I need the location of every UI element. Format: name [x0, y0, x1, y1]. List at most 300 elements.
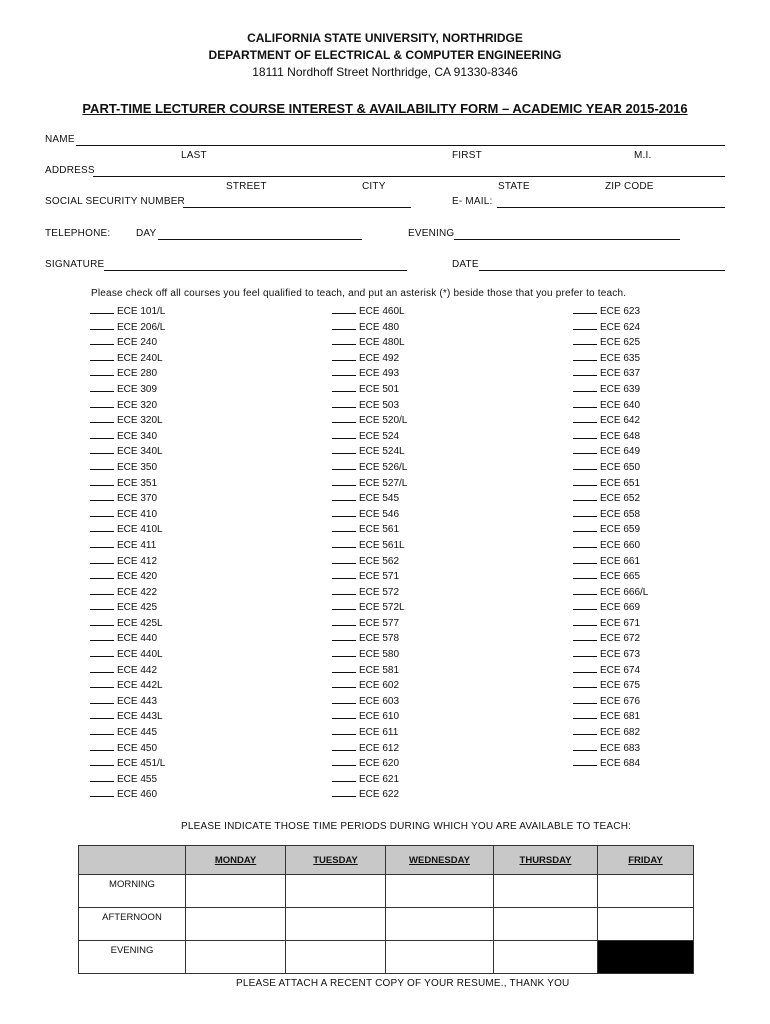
course-checkbox-line[interactable]: [332, 755, 356, 766]
course-label: ECE 671: [600, 617, 641, 629]
course-label: ECE 612: [359, 742, 400, 754]
course-label: ECE 443: [117, 695, 158, 707]
course-label: ECE 440L: [117, 649, 163, 661]
course-item: [332, 599, 407, 615]
course-label: ECE 425L: [117, 617, 163, 629]
day-phone-field[interactable]: [158, 239, 362, 240]
course-item: [90, 397, 165, 413]
course-checkbox-line[interactable]: [573, 630, 597, 641]
course-checkbox-line[interactable]: [332, 475, 356, 486]
course-item: [90, 319, 165, 335]
course-checkbox-line[interactable]: [332, 303, 356, 314]
course-item: [90, 724, 165, 740]
course-checkbox-line[interactable]: [573, 708, 597, 719]
course-checkbox-line[interactable]: [90, 724, 114, 735]
course-checkbox-line[interactable]: [90, 365, 114, 376]
course-checkbox-line[interactable]: [573, 677, 597, 688]
course-label: ECE 581: [359, 664, 400, 676]
course-checkbox-line[interactable]: [332, 397, 356, 408]
course-label: ECE 455: [117, 773, 158, 785]
course-label: ECE 660: [600, 539, 641, 551]
course-checkbox-line[interactable]: [573, 584, 597, 595]
course-label: ECE 451/L: [117, 758, 166, 770]
course-item: [332, 615, 407, 631]
course-checkbox-line[interactable]: [573, 568, 597, 579]
course-label: ECE 422: [117, 586, 158, 598]
state-caption: STATE: [498, 181, 530, 192]
course-item: [332, 786, 407, 802]
course-label: ECE 621: [359, 773, 400, 785]
course-label: ECE 101/L: [117, 306, 166, 317]
course-label: ECE 340L: [117, 446, 163, 458]
last-name-caption: LAST: [181, 150, 207, 161]
course-checkbox-line[interactable]: [332, 599, 356, 610]
day-header-tuesday: TUESDAY: [286, 846, 386, 875]
department-name: DEPARTMENT OF ELECTRICAL & COMPUTER ENGINEERING: [208, 48, 562, 62]
slot-afternoon-thursday[interactable]: [494, 908, 598, 941]
course-item: [573, 412, 648, 428]
course-checkbox-line[interactable]: [90, 755, 114, 766]
course-checkbox-line[interactable]: [90, 786, 114, 797]
course-item: [332, 521, 407, 537]
name-label: NAME: [45, 134, 75, 145]
course-checkbox-line[interactable]: [90, 646, 114, 657]
course-label: ECE 651: [600, 477, 641, 489]
slot-evening-thursday[interactable]: [494, 941, 598, 974]
course-checkbox-line[interactable]: [332, 693, 356, 704]
course-label: ECE 659: [600, 524, 641, 536]
course-checkbox-line[interactable]: [332, 724, 356, 735]
course-item: [332, 662, 407, 678]
course-label: ECE 637: [600, 368, 641, 380]
course-checkbox-line[interactable]: [90, 459, 114, 470]
university-name: CALIFORNIA STATE UNIVERSITY, NORTHRIDGE: [247, 31, 523, 45]
course-label: ECE 545: [359, 493, 400, 505]
course-item: [573, 334, 648, 350]
course-checkbox-line[interactable]: [90, 677, 114, 688]
email-field[interactable]: [497, 207, 725, 208]
course-label: ECE 320: [117, 399, 158, 411]
day-phone-label: DAY: [136, 228, 157, 239]
course-checkbox-line[interactable]: [573, 755, 597, 766]
slot-afternoon-tuesday[interactable]: [286, 908, 386, 941]
course-item: [573, 708, 648, 724]
course-checkbox-line[interactable]: [332, 381, 356, 392]
course-checkbox-line[interactable]: [332, 708, 356, 719]
course-item: [573, 506, 648, 522]
slot-morning-thursday[interactable]: [494, 875, 598, 908]
course-item: [573, 740, 648, 756]
course-checkbox-line[interactable]: [332, 568, 356, 579]
course-label: ECE 410: [117, 508, 158, 520]
course-label: ECE 572L: [359, 602, 405, 614]
course-label: ECE 669: [600, 602, 641, 614]
course-checkbox-line[interactable]: [332, 615, 356, 626]
availability-table: [78, 845, 694, 974]
course-checkbox-line[interactable]: [90, 334, 114, 345]
course-label: ECE 526/L: [359, 461, 408, 473]
course-item: [332, 459, 407, 475]
course-item: [90, 365, 165, 381]
course-checkbox-line[interactable]: [573, 412, 597, 423]
course-item: [573, 646, 648, 662]
course-item: [332, 350, 407, 366]
course-column-2: [332, 303, 407, 802]
course-item: [90, 537, 165, 553]
period-afternoon: AFTERNOON: [79, 908, 186, 941]
course-checkbox-line[interactable]: [573, 599, 597, 610]
signature-field[interactable]: [104, 270, 407, 271]
course-checkbox-line[interactable]: [573, 693, 597, 704]
course-checkbox-line[interactable]: [90, 662, 114, 673]
form-title: PART-TIME LECTURER COURSE INTEREST & AVAILABILITY FORM – ACADEMIC YEAR 2015-2016: [82, 101, 688, 116]
course-item: [573, 303, 648, 319]
day-header-monday: MONDAY: [186, 846, 286, 875]
course-checkbox-line[interactable]: [573, 646, 597, 657]
corner-cell: [79, 846, 186, 875]
course-label: ECE 240L: [117, 352, 163, 364]
course-checkbox-line[interactable]: [332, 553, 356, 564]
course-checkbox-line[interactable]: [332, 428, 356, 439]
course-item: [573, 381, 648, 397]
course-label: ECE 562: [359, 555, 400, 567]
course-checkbox-line[interactable]: [332, 334, 356, 345]
course-label: ECE 410L: [117, 524, 163, 536]
course-checkbox-line[interactable]: [90, 381, 114, 392]
course-checkbox-line[interactable]: [332, 662, 356, 673]
course-label: ECE 652: [600, 493, 641, 505]
course-label: ECE 561L: [359, 539, 405, 551]
course-checkbox-line[interactable]: [90, 475, 114, 486]
name-field[interactable]: [76, 145, 725, 146]
course-checkbox-line[interactable]: [90, 397, 114, 408]
course-checkbox-line[interactable]: [573, 615, 597, 626]
course-label: ECE 546: [359, 508, 400, 520]
course-checkbox-line[interactable]: [332, 443, 356, 454]
course-item: [332, 490, 407, 506]
course-checkbox-line[interactable]: [90, 350, 114, 361]
course-item: [90, 490, 165, 506]
course-checkbox-line[interactable]: [573, 553, 597, 564]
course-label: ECE 639: [600, 383, 641, 395]
email-label: E- MAIL:: [452, 196, 493, 207]
course-checkbox-line[interactable]: [573, 443, 597, 454]
course-label: ECE 666/L: [600, 586, 649, 598]
evening-phone-field[interactable]: [454, 239, 680, 240]
course-checkbox-line[interactable]: [90, 428, 114, 439]
course-item: [573, 553, 648, 569]
slot-evening-tuesday[interactable]: [286, 941, 386, 974]
course-label: ECE 492: [359, 352, 400, 364]
course-item: [332, 553, 407, 569]
course-item: [332, 584, 407, 600]
slot-afternoon-friday[interactable]: [598, 908, 694, 941]
course-item: [90, 615, 165, 631]
course-item: [573, 459, 648, 475]
course-label: ECE 610: [359, 711, 400, 723]
first-name-caption: FIRST: [452, 150, 482, 161]
course-item: [90, 755, 165, 771]
course-item: [573, 677, 648, 693]
course-checkbox-line[interactable]: [332, 584, 356, 595]
course-label: ECE 649: [600, 446, 641, 458]
course-checkbox-line[interactable]: [332, 630, 356, 641]
course-label: ECE 684: [600, 758, 641, 770]
course-label: ECE 682: [600, 727, 641, 739]
course-label: ECE 623: [600, 306, 641, 317]
course-item: [332, 334, 407, 350]
course-checkbox-line[interactable]: [90, 521, 114, 532]
course-label: ECE 420: [117, 571, 158, 583]
course-label: ECE 603: [359, 695, 400, 707]
signature-label: SIGNATURE: [45, 259, 105, 270]
course-checkbox-line[interactable]: [90, 630, 114, 641]
course-label: ECE 411: [117, 539, 157, 551]
course-label: ECE 624: [600, 321, 641, 333]
course-label: ECE 501: [359, 383, 400, 395]
course-item: [332, 365, 407, 381]
course-checkbox-line[interactable]: [332, 412, 356, 423]
slot-evening-friday-blocked: [598, 941, 694, 974]
address-label: ADDRESS: [45, 165, 95, 176]
course-item: [573, 662, 648, 678]
course-item: [332, 677, 407, 693]
course-checkbox-line[interactable]: [573, 303, 597, 314]
course-item: [332, 755, 407, 771]
course-label: ECE 524: [359, 430, 400, 442]
evening-phone-label: EVENING: [408, 228, 455, 239]
course-label: ECE 493: [359, 368, 400, 380]
course-item: [332, 771, 407, 787]
course-item: [573, 584, 648, 600]
course-label: ECE 240: [117, 337, 158, 349]
course-label: ECE 674: [600, 664, 641, 676]
course-item: [90, 553, 165, 569]
course-item: [332, 537, 407, 553]
slot-morning-wednesday[interactable]: [386, 875, 494, 908]
course-checkbox-line[interactable]: [90, 553, 114, 564]
course-item: [90, 584, 165, 600]
course-checkbox-line[interactable]: [90, 303, 114, 314]
day-header-friday: FRIDAY: [598, 846, 694, 875]
course-item: [573, 490, 648, 506]
course-item: [332, 724, 407, 740]
course-item: [332, 506, 407, 522]
date-field[interactable]: [479, 270, 725, 271]
telephone-label: TELEPHONE:: [45, 228, 111, 239]
course-checkbox-line[interactable]: [90, 490, 114, 501]
course-label: ECE 480L: [359, 337, 405, 349]
course-checkbox-line[interactable]: [573, 475, 597, 486]
course-checkbox-line[interactable]: [90, 740, 114, 751]
course-label: ECE 309: [117, 383, 158, 395]
course-label: ECE 571: [359, 571, 400, 583]
course-label: ECE 683: [600, 742, 641, 754]
course-item: [332, 397, 407, 413]
course-label: ECE 675: [600, 680, 641, 692]
course-checkbox-line[interactable]: [332, 506, 356, 517]
course-label: ECE 578: [359, 633, 400, 645]
course-label: ECE 503: [359, 399, 400, 411]
slot-morning-tuesday[interactable]: [286, 875, 386, 908]
slot-afternoon-monday[interactable]: [186, 908, 286, 941]
course-checkbox-line[interactable]: [90, 708, 114, 719]
course-checkbox-line[interactable]: [573, 459, 597, 470]
course-checkbox-line[interactable]: [573, 521, 597, 532]
course-item: [332, 740, 407, 756]
course-checkbox-line[interactable]: [332, 677, 356, 688]
course-checkbox-line[interactable]: [90, 568, 114, 579]
course-checkbox-line[interactable]: [573, 365, 597, 376]
course-label: ECE 527/L: [359, 477, 408, 489]
course-label: ECE 340: [117, 430, 158, 442]
course-item: [332, 428, 407, 444]
course-checkbox-line[interactable]: [90, 319, 114, 330]
course-checkbox-line[interactable]: [573, 490, 597, 501]
course-checkbox-line[interactable]: [90, 506, 114, 517]
course-item: [90, 677, 165, 693]
slot-morning-friday[interactable]: [598, 875, 694, 908]
course-item: [90, 350, 165, 366]
course-label: ECE 642: [600, 415, 641, 427]
course-label: ECE 350: [117, 461, 158, 473]
course-checkbox-line[interactable]: [573, 662, 597, 673]
course-label: ECE 577: [359, 617, 400, 629]
course-label: ECE 460: [117, 789, 158, 801]
course-item: [573, 428, 648, 444]
course-checkbox-line[interactable]: [332, 786, 356, 797]
course-label: ECE 648: [600, 430, 641, 442]
course-label: ECE 445: [117, 727, 158, 739]
course-label: ECE 658: [600, 508, 641, 520]
availability-prompt: PLEASE INDICATE THOSE TIME PERIODS DURING WHICH YOU ARE AVAILABLE TO TEACH:: [181, 821, 632, 832]
course-item: [90, 568, 165, 584]
period-morning: MORNING: [79, 875, 186, 908]
course-checkbox-line[interactable]: [90, 443, 114, 454]
course-label: ECE 640: [600, 399, 641, 411]
course-checkbox-line[interactable]: [332, 646, 356, 657]
course-label: ECE 443L: [117, 711, 163, 723]
city-caption: CITY: [362, 181, 386, 192]
course-checkbox-line[interactable]: [573, 428, 597, 439]
course-checkbox-line[interactable]: [332, 537, 356, 548]
course-item: [90, 786, 165, 802]
day-header-wednesday: WEDNESDAY: [386, 846, 494, 875]
course-item: [90, 303, 165, 319]
course-item: [332, 708, 407, 724]
course-label: ECE 572: [359, 586, 400, 598]
course-item: [332, 646, 407, 662]
course-checkbox-line[interactable]: [90, 599, 114, 610]
course-item: [90, 630, 165, 646]
course-item: [90, 599, 165, 615]
course-checkbox-line[interactable]: [332, 521, 356, 532]
address-field[interactable]: [93, 176, 725, 177]
course-checkbox-line[interactable]: [332, 459, 356, 470]
course-checkbox-line[interactable]: [573, 506, 597, 517]
course-checkbox-line[interactable]: [573, 397, 597, 408]
slot-evening-monday[interactable]: [186, 941, 286, 974]
course-label: ECE 672: [600, 633, 641, 645]
course-item: [573, 443, 648, 459]
day-header-thursday: THURSDAY: [494, 846, 598, 875]
course-checkbox-line[interactable]: [332, 771, 356, 782]
course-label: ECE 524L: [359, 446, 405, 458]
course-checkbox-line[interactable]: [573, 740, 597, 751]
course-checkbox-line[interactable]: [573, 319, 597, 330]
course-checkbox-line[interactable]: [332, 740, 356, 751]
course-checkbox-line[interactable]: [573, 334, 597, 345]
course-label: ECE 622: [359, 789, 400, 801]
course-checkbox-line[interactable]: [90, 615, 114, 626]
course-label: ECE 440: [117, 633, 158, 645]
course-checkbox-line[interactable]: [573, 537, 597, 548]
course-item: [90, 428, 165, 444]
course-item: [90, 521, 165, 537]
course-label: ECE 442L: [117, 680, 163, 692]
course-item: [332, 630, 407, 646]
course-item: [90, 646, 165, 662]
course-item: [573, 755, 648, 771]
footer-note: PLEASE ATTACH A RECENT COPY OF YOUR RESUME., THANK YOU: [236, 978, 570, 989]
course-label: ECE 665: [600, 571, 641, 583]
course-checkbox-line[interactable]: [332, 350, 356, 361]
course-label: ECE 681: [600, 711, 641, 723]
course-checkbox-line[interactable]: [332, 319, 356, 330]
course-label: ECE 561: [359, 524, 400, 536]
course-item: [332, 381, 407, 397]
course-checkbox-line[interactable]: [90, 584, 114, 595]
course-checkbox-line[interactable]: [573, 724, 597, 735]
course-checkbox-line[interactable]: [573, 350, 597, 361]
slot-afternoon-wednesday[interactable]: [386, 908, 494, 941]
course-column-3: [573, 303, 648, 771]
course-item: [332, 319, 407, 335]
course-item: [573, 350, 648, 366]
course-item: [90, 381, 165, 397]
course-label: ECE 620: [359, 758, 400, 770]
course-label: ECE 280: [117, 368, 158, 380]
course-item: [573, 521, 648, 537]
slot-evening-wednesday[interactable]: [386, 941, 494, 974]
course-item: [573, 568, 648, 584]
course-label: ECE 442: [117, 664, 158, 676]
course-label: ECE 611: [359, 727, 399, 739]
slot-morning-monday[interactable]: [186, 875, 286, 908]
course-item: [332, 303, 407, 319]
course-item: [573, 319, 648, 335]
course-item: [573, 475, 648, 491]
course-checkbox-line[interactable]: [90, 771, 114, 782]
course-label: ECE 580: [359, 649, 400, 661]
course-checkbox-line[interactable]: [332, 490, 356, 501]
course-item: [90, 693, 165, 709]
course-item: [90, 475, 165, 491]
course-checkbox-line[interactable]: [332, 365, 356, 376]
course-item: [332, 693, 407, 709]
course-checkbox-line[interactable]: [90, 537, 114, 548]
course-checkbox-line[interactable]: [573, 381, 597, 392]
course-item: [573, 630, 648, 646]
course-checkbox-line[interactable]: [90, 693, 114, 704]
course-label: ECE 460L: [359, 306, 405, 317]
ssn-field[interactable]: [183, 207, 411, 208]
course-checkbox-line[interactable]: [90, 412, 114, 423]
course-item: [90, 334, 165, 350]
course-label: ECE 602: [359, 680, 400, 692]
course-label: ECE 676: [600, 695, 641, 707]
course-item: [90, 459, 165, 475]
